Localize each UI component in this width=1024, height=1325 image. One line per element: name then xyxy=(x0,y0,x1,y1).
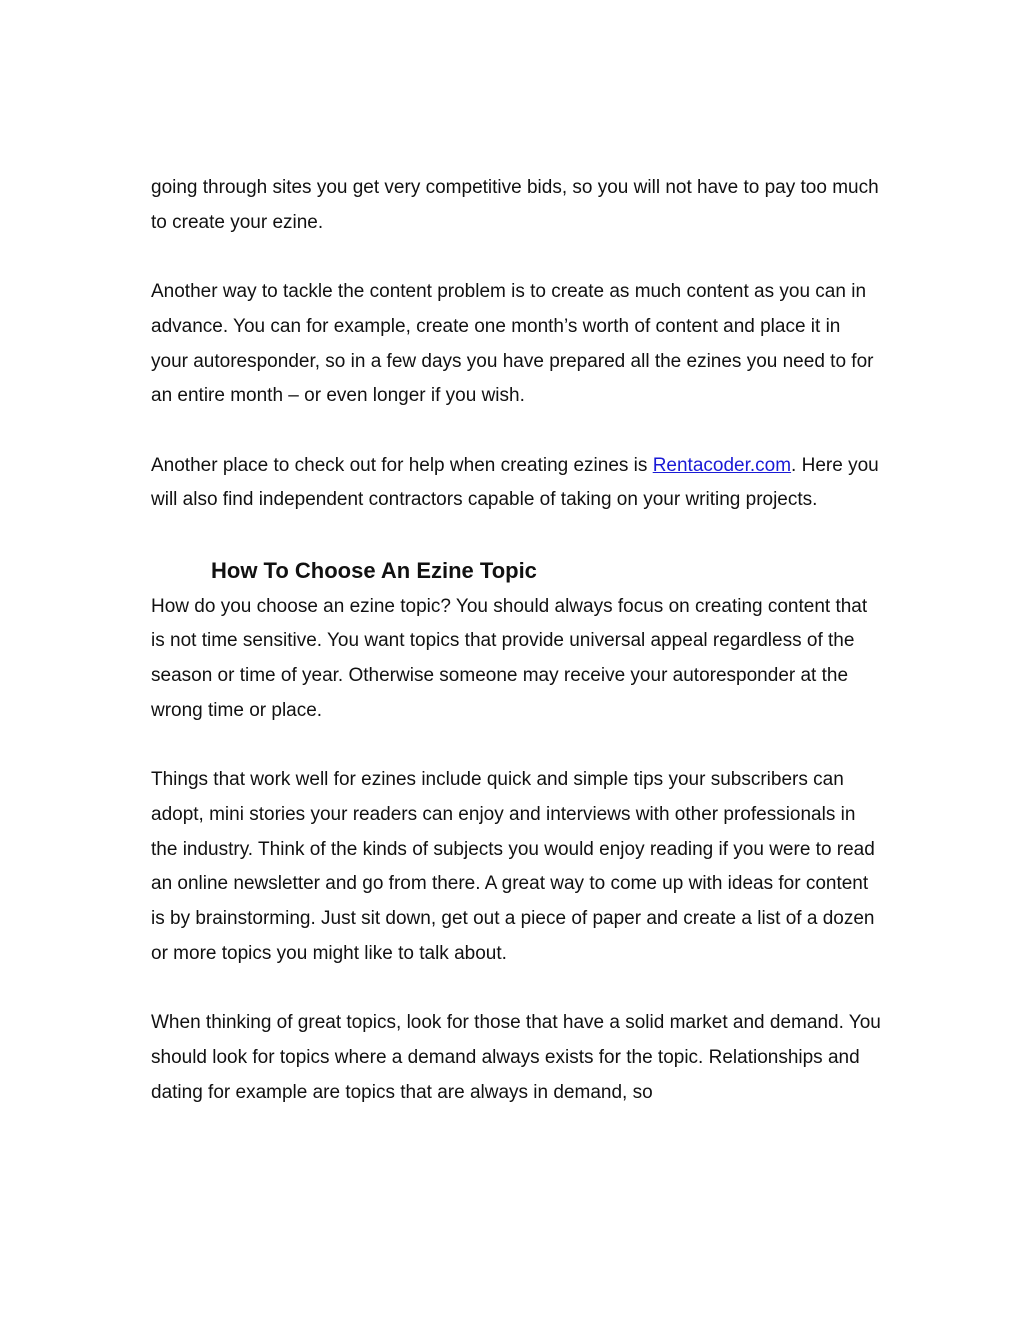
rentacoder-outro-text: . Here you will also find independent contractors capable of taking on your writing projects. xyxy=(151,454,879,511)
section-heading: How To Choose An Ezine Topic xyxy=(211,557,537,583)
paragraph-content-in-advance: Another way to tackle the content problem is to create as much content as you can in advance. You can for example, create one month’s worth of content and place it in your autoresponder, so in a few days you have prepared all the ezines you need to for an entire month – or even longer if you wish. xyxy=(151,281,874,407)
paragraph-choose-topic: How do you choose an ezine topic? You should always focus on creating content that is not time sensitive. You want topics that provide universal appeal regardless of the season or time of year. Otherwise someone may receive your autoresponder at the wrong time or place. xyxy=(151,595,868,721)
paragraph-market-demand: When thinking of great topics, look for those that have a solid market and demand. You should look for topics where a demand always exists for the topic. Relationships and dating for example are topics that are always in demand, so xyxy=(151,1012,881,1103)
paragraph-ezine-ideas: Things that work well for ezines include quick and simple tips your subscribers can adopt, mini stories your readers can enjoy and interviews with other professionals in the industry. Think of the kinds of subjects you would enjoy reading if you were to read an online newsletter and go from there. A great way to come up with ideas for content is by brainstorming. Just sit down, get out a piece of paper and create a list of a dozen or more topics you might like to talk about. xyxy=(151,769,875,964)
paragraph-competitive-bids: going through sites you get very competitive bids, so you will not have to pay too much to create your ezine. xyxy=(151,177,879,233)
rentacoder-link[interactable]: Rentacoder.com xyxy=(652,454,792,476)
paragraph-rentacoder xyxy=(151,449,881,518)
rentacoder-intro-text: Another place to check out for help when creating ezines is xyxy=(151,454,653,476)
document-page xyxy=(151,171,881,1110)
